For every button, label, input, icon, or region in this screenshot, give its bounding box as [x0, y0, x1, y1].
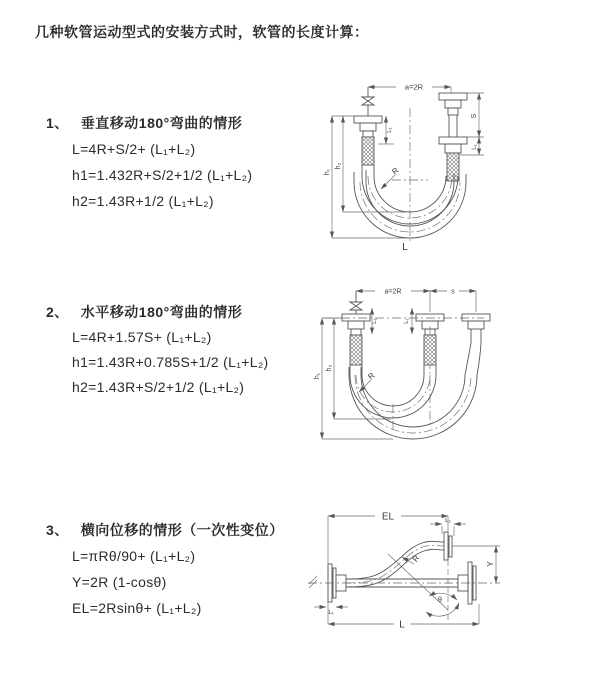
section-1-formulas — [72, 136, 252, 214]
formula: h1=1.432R+S/2+1/2 (L₁+L₂) — [72, 167, 253, 183]
dim-label-s: s — [451, 288, 455, 296]
section-2-formulas — [72, 325, 269, 400]
dim-label-a2r: a=2R — [384, 288, 402, 296]
formula: EL=2Rsinθ+ (L₁+L₂) — [72, 600, 202, 616]
dim-l1-left — [372, 308, 378, 334]
dim-label-l: L — [402, 242, 408, 253]
dim-label-l1: L₁ — [328, 610, 334, 616]
section-2-heading — [46, 300, 269, 325]
dim-label-h1: h₁ — [314, 372, 321, 380]
dim-label-l2: L₂ — [445, 518, 451, 524]
dim-l1 — [314, 607, 348, 616]
pipe-break-icon — [309, 576, 317, 588]
upper-flange — [444, 532, 452, 560]
dim-label-l1-right: L₁ — [472, 144, 478, 150]
right-fitting — [439, 93, 467, 181]
section-3-number: 3、 — [46, 522, 69, 538]
diagram-vertical-180-bend — [310, 70, 600, 260]
dim-label-el: EL — [381, 511, 395, 523]
hose-s-curve — [346, 541, 444, 587]
right-fitting — [462, 314, 490, 343]
dim-top-span — [356, 289, 476, 313]
middle-fitting — [416, 314, 444, 365]
valve-icon — [350, 291, 362, 314]
dim-label-h1: h₁ — [324, 168, 331, 176]
formula: L=πRθ/90+ (L₁+L₂) — [72, 548, 196, 564]
dim-label-r: R — [410, 553, 422, 564]
dim-radius — [381, 166, 401, 189]
dim-label-r: R — [366, 370, 377, 382]
formula: h2=1.43R+1/2 (L₁+L₂) — [72, 193, 214, 209]
formula: Y=2R (1-cosθ) — [72, 574, 167, 590]
dim-label-s: S — [471, 113, 478, 119]
diagram-horizontal-180-bend — [308, 276, 598, 456]
formula: h1=1.43R+0.785S+1/2 (L₁+L₂) — [72, 354, 269, 370]
dim-label-h2: h₂ — [326, 364, 333, 372]
diagram-1-drawing — [310, 70, 600, 260]
dim-radius — [402, 553, 421, 564]
page-title: 几种软管运动型式的安装方式时，软管的长度计算： — [35, 24, 369, 40]
section-1-heading — [46, 110, 252, 136]
section-3-formulas — [72, 543, 284, 621]
dim-label-l: L — [399, 619, 405, 631]
section-3-heading — [46, 517, 284, 543]
section-1-number: 1、 — [46, 115, 69, 131]
dim-l1-left — [378, 116, 394, 144]
dim-label-theta: θ — [438, 597, 442, 604]
dim-l1-mid — [404, 308, 412, 334]
formula: L=4R+S/2+ (L₁+L₂) — [72, 141, 196, 157]
section-1-heading-text: 垂直移动180°弯曲的情形 — [80, 115, 243, 131]
section-2-heading-text: 水平移动180°弯曲的情形 — [80, 304, 243, 320]
diagram-lateral-displacement — [296, 502, 596, 647]
section-2-number: 2、 — [46, 304, 69, 320]
left-fitting — [342, 314, 370, 365]
section-3 — [46, 517, 284, 621]
formula: h2=1.43R+S/2+1/2 (L₁+L₂) — [72, 379, 245, 395]
dim-label-y: Y — [486, 561, 495, 567]
dim-label-l1-left: L₁ — [387, 127, 393, 133]
diagram-2-drawing — [308, 276, 598, 456]
diagram-3-drawing — [296, 502, 596, 647]
dim-label-l1-left: L₁ — [372, 318, 378, 324]
hose-position-2 — [349, 343, 481, 439]
formula: L=4R+1.57S+ (L₁+L₂) — [72, 329, 212, 345]
dim-label-h2: h₂ — [335, 162, 342, 170]
section-3-heading-text: 横向位移的情形（一次性变位） — [80, 522, 284, 538]
dim-s — [460, 93, 484, 155]
valve-icon — [362, 87, 374, 116]
dim-label-l1-mid: L₁ — [404, 318, 410, 324]
dim-label-r: R — [390, 165, 401, 177]
section-2 — [46, 300, 269, 400]
left-fitting — [354, 116, 382, 165]
dim-top-span — [368, 83, 451, 94]
section-1 — [46, 110, 252, 214]
dim-label-a2r: a=2R — [404, 82, 424, 92]
